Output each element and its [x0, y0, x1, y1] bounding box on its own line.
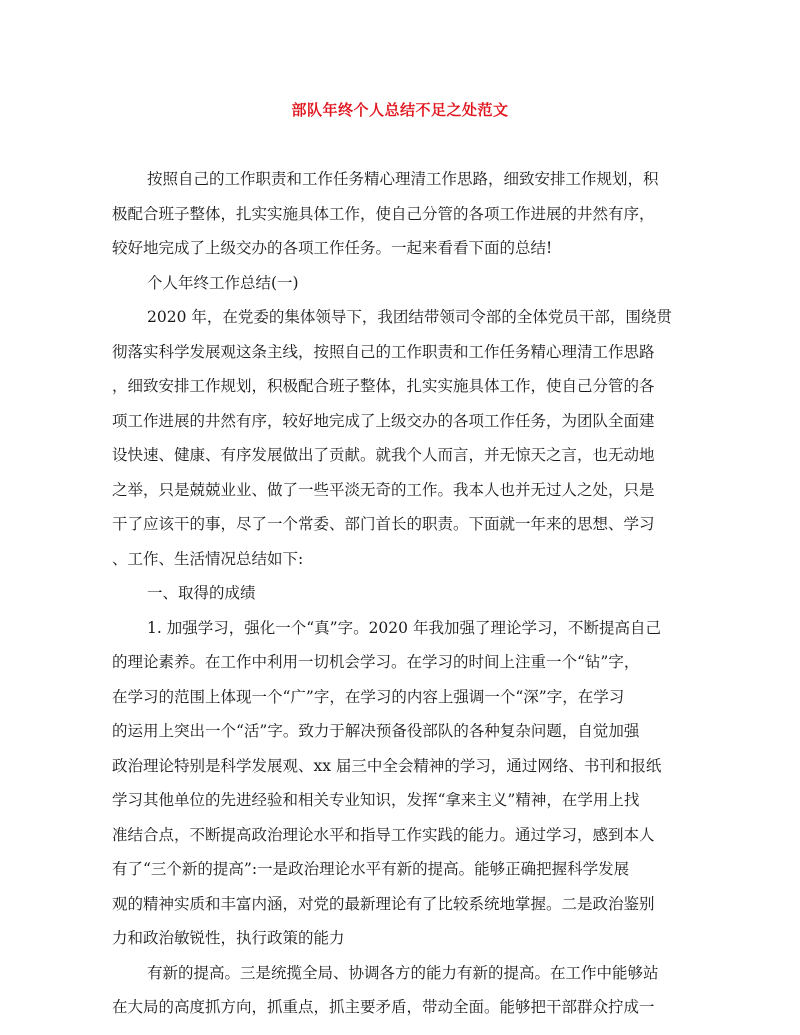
- paragraph-line: 设快速、健康、有序发展做出了贡献。就我个人而言，并无惊天之言，也无动地: [112, 446, 655, 464]
- paragraph-line: 极配合班子整体，扎实实施具体工作，使自己分管的各项工作进展的井然有序，: [112, 204, 655, 223]
- paragraph-line: 项工作进展的井然有序，较好地完成了上级交办的各项工作任务，为团队全面建: [112, 411, 655, 430]
- paragraph-line: 、工作、生活情况总结如下:: [112, 549, 304, 568]
- paragraph-line: 干了应该干的事，尽了一个常委、部门首长的职责。下面就一年来的思想、学习: [112, 515, 655, 533]
- section-heading: 一、取得的成绩: [147, 584, 256, 602]
- paragraph-line: 的理论素养。在工作中利用一切机会学习。在学习的时间上注重一个“钻”字，: [112, 653, 640, 671]
- paragraph-line: 按照自己的工作职责和工作任务精心理清工作思路，细致安排工作规划，积: [147, 170, 659, 188]
- paragraph-line: 学习其他单位的先进经验和相关专业知识，发挥“拿来主义”精神，在学用上找: [112, 791, 640, 809]
- paragraph-line: 1. 加强学习，强化一个“真”字。2020 年我加强了理论学习，不断提高自己: [147, 618, 661, 637]
- document-body: [112, 162, 696, 1025]
- paragraph-line: 彻落实科学发展观这条主线，按照自己的工作职责和工作任务精心理清工作思路: [112, 342, 655, 361]
- paragraph-line: 有了“三个新的提高”:一是政治理论水平有新的提高。能够正确把握科学发展: [112, 860, 630, 878]
- paragraph-line: 2020 年，在党委的集体领导下，我团结带领司令部的全体党员干部，围绕贯: [147, 308, 672, 326]
- paragraph-line: ，细致安排工作规划，积极配合班子整体，扎实实施具体工作，使自己分管的各: [112, 377, 655, 395]
- paragraph-line: 的运用上突出一个“活”字。致力于解决预备役部队的各种复杂问题，自觉加强: [112, 722, 640, 740]
- paragraph-line: 准结合点，不断提高政治理论水平和指导工作实践的能力。通过学习，感到本人: [112, 825, 655, 844]
- section-heading: 个人年终工作总结(一): [147, 273, 299, 292]
- paragraph-line: 在大局的高度抓方向，抓重点，抓主要矛盾，带动全面。能够把干部群众拧成一: [112, 998, 655, 1016]
- paragraph-line: 在学习的范围上体现一个“广”字，在学习的内容上强调一个“深”字，在学习: [112, 687, 625, 706]
- paragraph-line: 较好地完成了上级交办的各项工作任务。一起来看看下面的总结!: [112, 239, 553, 257]
- paragraph-line: 之举，只是兢兢业业、做了一些平淡无奇的工作。我本人也并无过人之处，只是: [112, 480, 655, 499]
- paragraph-line: 观的精神实质和丰富内涵，对党的最新理论有了比较系统地掌握。二是政治鉴别: [112, 894, 655, 913]
- paragraph-line: 力和政治敏锐性，执行政策的能力: [112, 929, 345, 947]
- paragraph-line: 有新的提高。三是统揽全局、协调各方的能力有新的提高。在工作中能够站: [147, 963, 659, 982]
- paragraph-line: 政治理论特别是科学发展观、xx 届三中全会精神的学习，通过网络、书刊和报纸: [112, 756, 662, 775]
- document-title: 部队年终个人总结不足之处范文: [291, 101, 509, 119]
